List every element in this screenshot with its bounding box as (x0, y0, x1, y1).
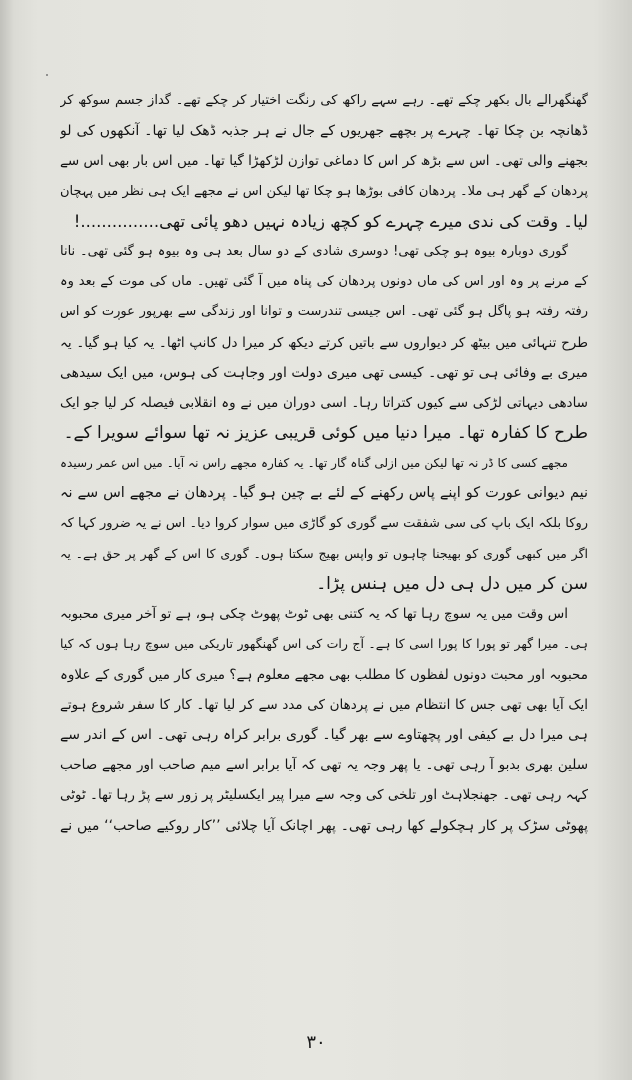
text-line: طرح تنہائی میں بیٹھ کر دیواروں سے باتیں کرتے دیکھ کر میرا دل کانپ اٹھا۔ یہ کیا ہو گیا۔ یہ (60, 334, 588, 351)
text-line: سن کر میں دل ہی دل میں ہنس پڑا۔ (316, 574, 588, 594)
text-line: گھنگھرالے بال بکھر چکے تھے۔ رہے سہے راکھ کی رنگت اختیار کر چکے تھے۔ گداز جسم سوکھ کر (60, 93, 588, 108)
text-line: ہی میرا دل بے کیفی اور پچھتاوے سے بھر گیا۔ گوری برابر کراہ رہی تھی۔ اس کے اندر سے (60, 726, 588, 743)
text-line: نیم دیوانی عورت کو اپنے پاس رکھنے کے لئے بے چین ہو گیا۔ پردھان نے مجھے اس سے نہ (60, 485, 588, 502)
text-line: روکا بلکہ ایک باپ کی سی شفقت سے گوری کو گاڑی میں سوار کروا دیا۔ اس نے یہ ضرور کہا کہ (60, 515, 588, 531)
text-line: ایک آیا بھی تھی جس کا انتظام میں نے پردھان کی مدد سے کر لیا تھا۔ کار کا سفر شروع ہوتے (60, 696, 588, 713)
text-line: مجھے کسی کا ڈر نہ تھا لیکن میں ازلی گناہ گار تھا۔ یہ کفارہ مجھے راس نہ آیا۔ میں اس عمر رسیدہ (60, 456, 568, 471)
text-line: لیا۔ وقت کی ندی میرے چہرے کو کچھ زیادہ نہیں دھو پائی تھی...............! (73, 211, 588, 231)
text-line: اگر میں کبھی گوری کو بھیجنا چاہوں تو واپس بھیج سکتا ہوں۔ گوری کا اس کے گھر پر حق ہے۔ یہ (60, 545, 588, 561)
text-line: ہی۔ میرا گھر تو پورا کا پورا اسی کا ہے۔ آج رات کی اس گھنگھور تاریکی میں سوچ رہا ہوں کہ کیا (60, 636, 588, 652)
text-line: سلین بھری بدبو آ رہی تھی۔ یا پھر وجہ یہ تھی کہ آیا برابر اسے میم صاحب اور مجھے صاحب (60, 757, 588, 774)
text-line: ڈھانچہ بن چکا تھا۔ چہرے پر بچھے جھریوں کے جال نے ہر جذبہ ڈھک لیا تھا۔ آنکھوں کی لو (60, 123, 588, 140)
text-line: طرح کا کفارہ تھا۔ میرا دنیا میں کوئی قریبی عزیز نہ تھا سوائے سویرا کے۔ (63, 423, 588, 444)
page-number: ۳۰ (306, 1032, 326, 1053)
binding-shadow (0, 0, 14, 1080)
text-line: سادھی دیہاتی لڑکی سے کیوں کتراتا رہا۔ اسی دوران میں نے وہ انقلابی فیصلہ کر لیا جو ایک (60, 394, 588, 411)
text-line: محبوبہ اور محبت دونوں لفظوں کا مطلب بھی مجھے معلوم ہے؟ میری کار میں گوری کے علاوہ (60, 666, 588, 683)
text-line: گوری دوبارہ بیوہ ہو چکی تھی! دوسری شادی کے دو سال بعد ہی وہ بیوہ ہو گئی تھی۔ نانا (60, 243, 568, 259)
urdu-text-body (60, 86, 588, 841)
text-line: میری بے وفائی ہی تو تھی۔ کیسی تھی میری دولت اور وجاہت کی ہوس، میں ایک سیدھی (60, 364, 588, 381)
text-line: رفتہ رفتہ ہو پاگل ہو گئی تھی۔ اس جیسی تندرست و توانا اور زندگی سے بھرپور عورت کو اس (60, 304, 588, 320)
paper-speck (46, 74, 48, 76)
text-line: بجھنے والی تھی۔ اس سے بڑھ کر اس کا دماغی توازن لڑکھڑا گیا تھا۔ میں اس بار بھی اس سے (60, 153, 588, 170)
text-line: پردھان کے گھر ہی ملا۔ پردھان کافی بوڑھا ہو چکا تھا لیکن اس نے مجھے ایک ہی نظر میں پہچان (60, 183, 588, 199)
text-line: پھوٹی سڑک پر کار ہچکولے کھا رہی تھی۔ پھر اچانک آیا چلائی ’’کار روکیے صاحب‘‘ میں نے (60, 817, 588, 834)
text-line: اس وقت میں یہ سوچ رہا تھا کہ یہ کتنی بھی ٹوٹ پھوٹ چکی ہو، ہے تو آخر میری محبوبہ (60, 606, 568, 623)
text-line: کہہ رہی تھی۔ جھنجلاہٹ اور تلخی کی وجہ سے میرا پیر ایکسلیٹر پر زور سے پڑ رہا تھا۔ ٹوٹی (60, 787, 588, 804)
text-line: کے مرنے پر وہ اور اس کی ماں دونوں پردھان کی پناہ میں آ گئی تھیں۔ ماں کی موت کے بعد وہ (60, 274, 588, 290)
